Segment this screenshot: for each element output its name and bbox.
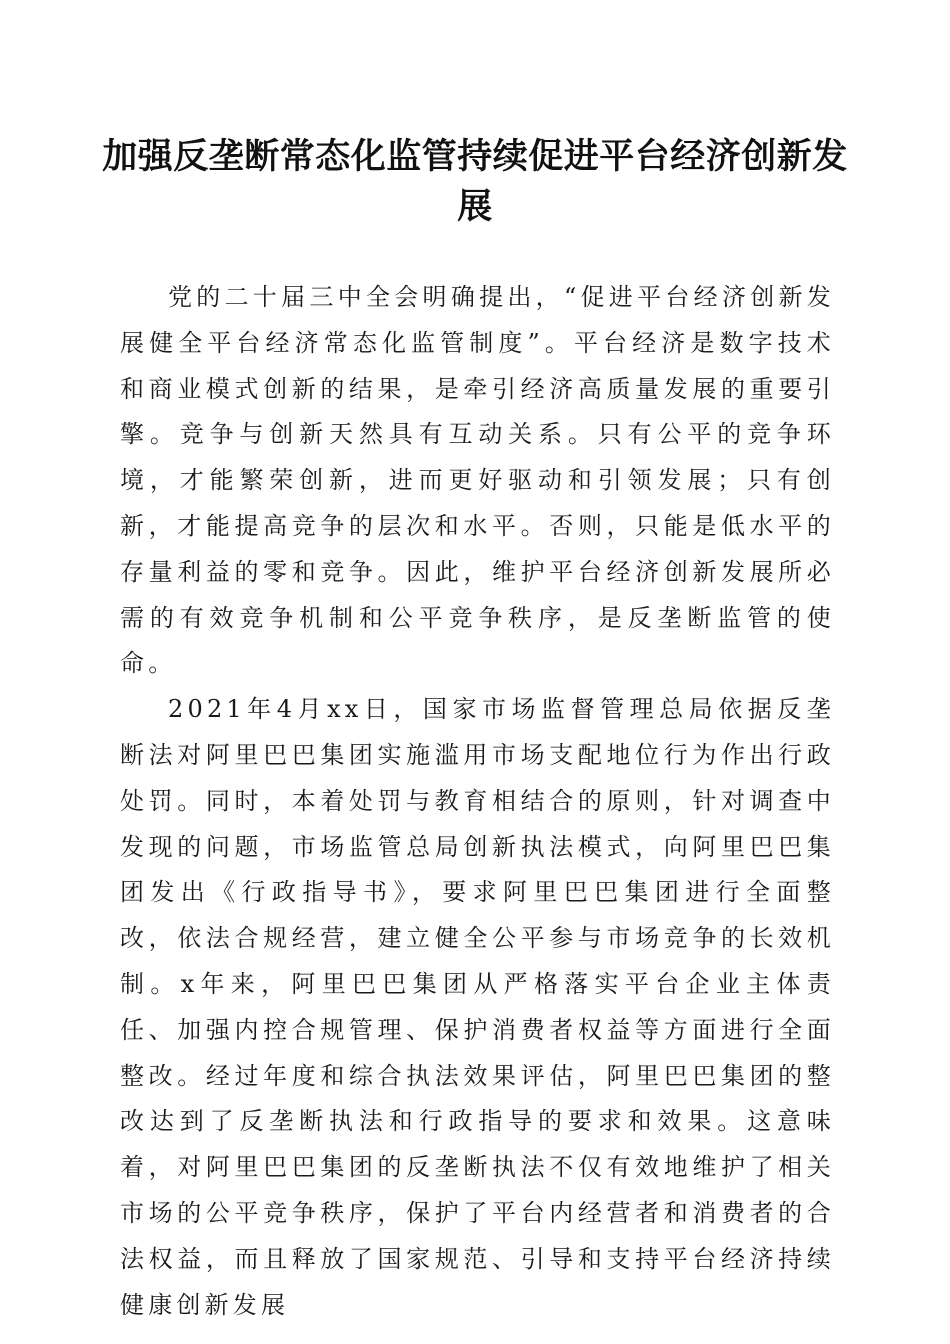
document-title: 加强反垄断常态化监管持续促进平台经济创新发展 — [102, 136, 848, 227]
document-body — [120, 275, 835, 1328]
paragraph-1: 党的二十届三中全会明确提出，“促进平台经济创新发展健全平台经济常态化监管制度”。平台经济是数字技术和商业模式创新的结果，是牵引经济高质量发展的重要引擎。竞争与创新天然具有互动关系。只有公平的竞争环境，才能繁荣创新，进而更好驱动和引领发展；只有创新，才能提高竞争的层次和水平。否则，只能是低水平的存量利益的零和竞争。因此，维护平台经济创新发展所必需的有效竞争机制和公平竞争秩序，是反垄断监管的使命。 — [120, 283, 835, 678]
paragraph-2: 2021年4月xx日，国家市场监督管理总局依据反垄断法对阿里巴巴集团实施滥用市场支配地位行为作出行政处罚。同时，本着处罚与教育相结合的原则，针对调查中发现的问题，市场监管总局创新执法模式，向阿里巴巴集团发出《行政指导书》，要求阿里巴巴集团进行全面整改，依法合规经营，建立健全公平参与市场竞争的长效机制。x年来，阿里巴巴集团从严格落实平台企业主体责任、加强内控合规管理、保护消费者权益等方面进行全面整改。经过年度和综合执法效果评估，阿里巴巴集团的整改达到了反垄断执法和行政指导的要求和效果。这意味着，对阿里巴巴集团的反垄断执法不仅有效地维护了相关市场的公平竞争秩序，保护了平台内经营者和消费者的合法权益，而且释放了国家规范、引导和支持平台经济持续健康创新发展 — [120, 695, 835, 1319]
